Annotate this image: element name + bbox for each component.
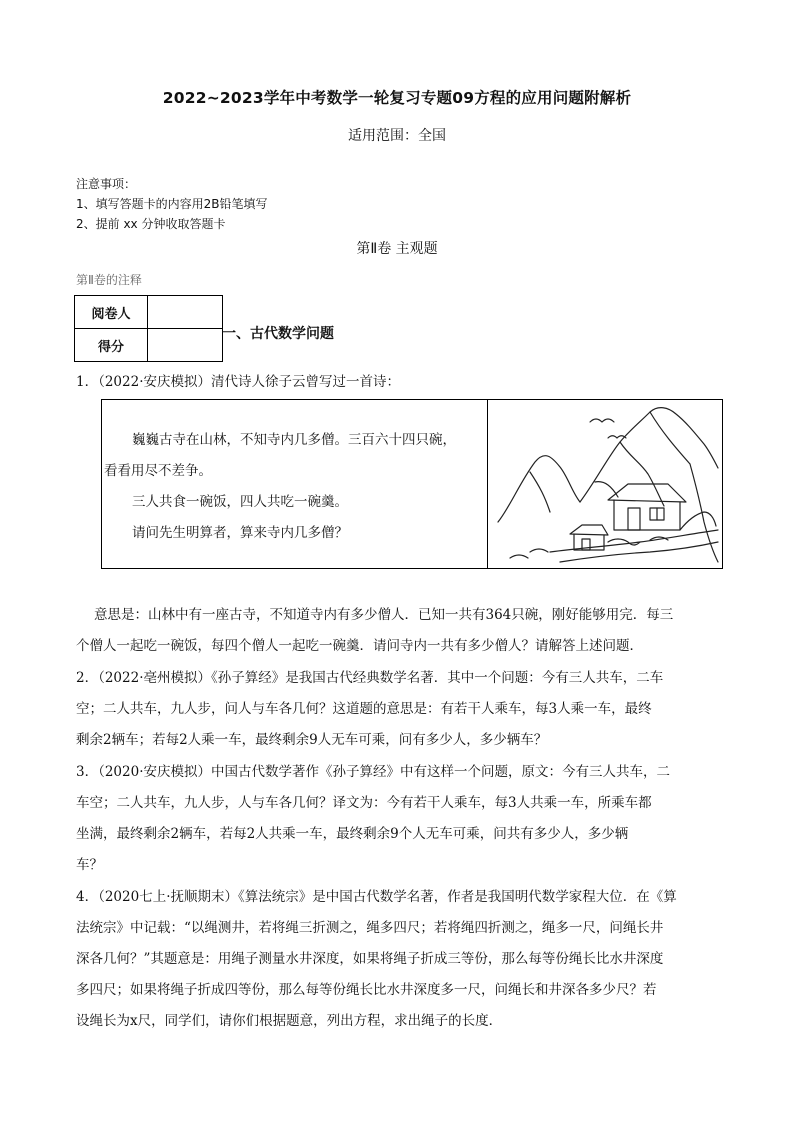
grader-table <box>74 295 223 362</box>
mountain-left-icon <box>498 456 580 522</box>
q2-line-3: 剩余2辆车；若每2人乘一车，最终剩余9人无车可乘，问有多少人，多少辆车？ <box>76 732 548 748</box>
note-1: 1、填写答题卡的内容用2B铅笔填写 <box>76 197 268 211</box>
temple-mountain-illustration <box>490 402 720 566</box>
q4-line-4: 多四尺；如果将绳子折成四等份，那么每等份绳长比水井深度多一尺，问绳长和井深各多少尺？若 <box>76 982 657 998</box>
q4-line-5: 设绳长为x尺，同学们，请你们根据题意，列出方程，求出绳子的长度． <box>76 1013 503 1029</box>
poem-line-2: 看看用尽不差争。 <box>104 463 212 479</box>
q3-line-4: 车？ <box>76 857 103 873</box>
q4-line-1: 4．（2020七上·抚顺期末）《算法统宗》是中国古代数学名著，作者是我国明代数学家程大位．在《算 <box>76 889 677 905</box>
poem-line-4: 请问先生明算者，算来寺内几多僧？ <box>132 525 348 541</box>
q1-meaning-1: 意思是：山林中有一座古寺，不知道寺内有多少僧人．已知一共有364只碗，刚好能够用完．每三 <box>94 607 674 623</box>
q2-line-1: 2．（2022·亳州模拟）《孙子算经》是我国古代经典数学名著．其中一个问题：今有三人共车，二车 <box>76 670 664 686</box>
q3-line-2: 车空；二人共车，九人步，人与车各几何？译文为：今有若干人乘车，每3人共乘一车，所乘车都 <box>76 795 652 811</box>
q1-meaning-2: 个僧人一起吃一碗饭，每四个僧人一起吃一碗羹．请问寺内一共有多少僧人？请解答上述问题． <box>76 638 643 654</box>
temple-roof-icon <box>608 484 686 502</box>
q3-line-1: 3．（2020·安庆模拟）中国古代数学著作《孙子算经》中有这样一个问题，原文：今有三人共车，二 <box>76 764 670 780</box>
q2-line-2: 空；二人共车，九人步，问人与车各几何？这道题的意思是：有若干人乘车，每3人乘一车，最终 <box>76 701 652 717</box>
note-2: 2、提前 xx 分钟收取答题卡 <box>76 217 226 231</box>
poem-line-1: 巍巍古寺在山林，不知寺内几多僧。三百六十四只碗， <box>132 432 456 448</box>
hut-roof-icon <box>570 525 608 535</box>
score-label: 得分 <box>75 329 148 362</box>
scope-line: 适用范围：全国 <box>348 128 446 144</box>
score-blank[interactable] <box>148 329 223 362</box>
notes-heading: 注意事项： <box>76 177 137 191</box>
q3-line-3: 坐满，最终剩余2辆车，若每2人共乘一车，最终剩余9个人无车可乘，问共有多少人，多少辆 <box>76 826 629 842</box>
poem-box-divider <box>487 400 488 568</box>
q1-intro: 1．（2022·安庆模拟）清代诗人徐子云曾写过一首诗： <box>76 374 400 390</box>
q4-line-2: 法统宗》中记载：“以绳测井，若将绳三折测之，绳多四尺；若将绳四折测之，绳多一尺，问绳长井 <box>76 920 664 936</box>
grader-blank[interactable] <box>148 296 223 329</box>
section-title: 第Ⅱ卷 主观题 <box>356 241 438 257</box>
grader-label: 阅卷人 <box>75 296 148 329</box>
poem-box <box>101 399 723 569</box>
part-title: 一、古代数学问题 <box>222 326 334 342</box>
poem-line-3: 三人共食一碗饭，四人共吃一碗羹。 <box>132 494 348 510</box>
q4-line-3: 深各几何？”其题意是：用绳子测量水井深度，如果将绳子折成三等份，那么每等份绳长比水井深度 <box>76 951 664 967</box>
page-title: 2022~2023学年中考数学一轮复习专题09方程的应用问题附解析 <box>162 89 632 107</box>
section-annotation: 第Ⅱ卷的注释 <box>76 273 142 287</box>
